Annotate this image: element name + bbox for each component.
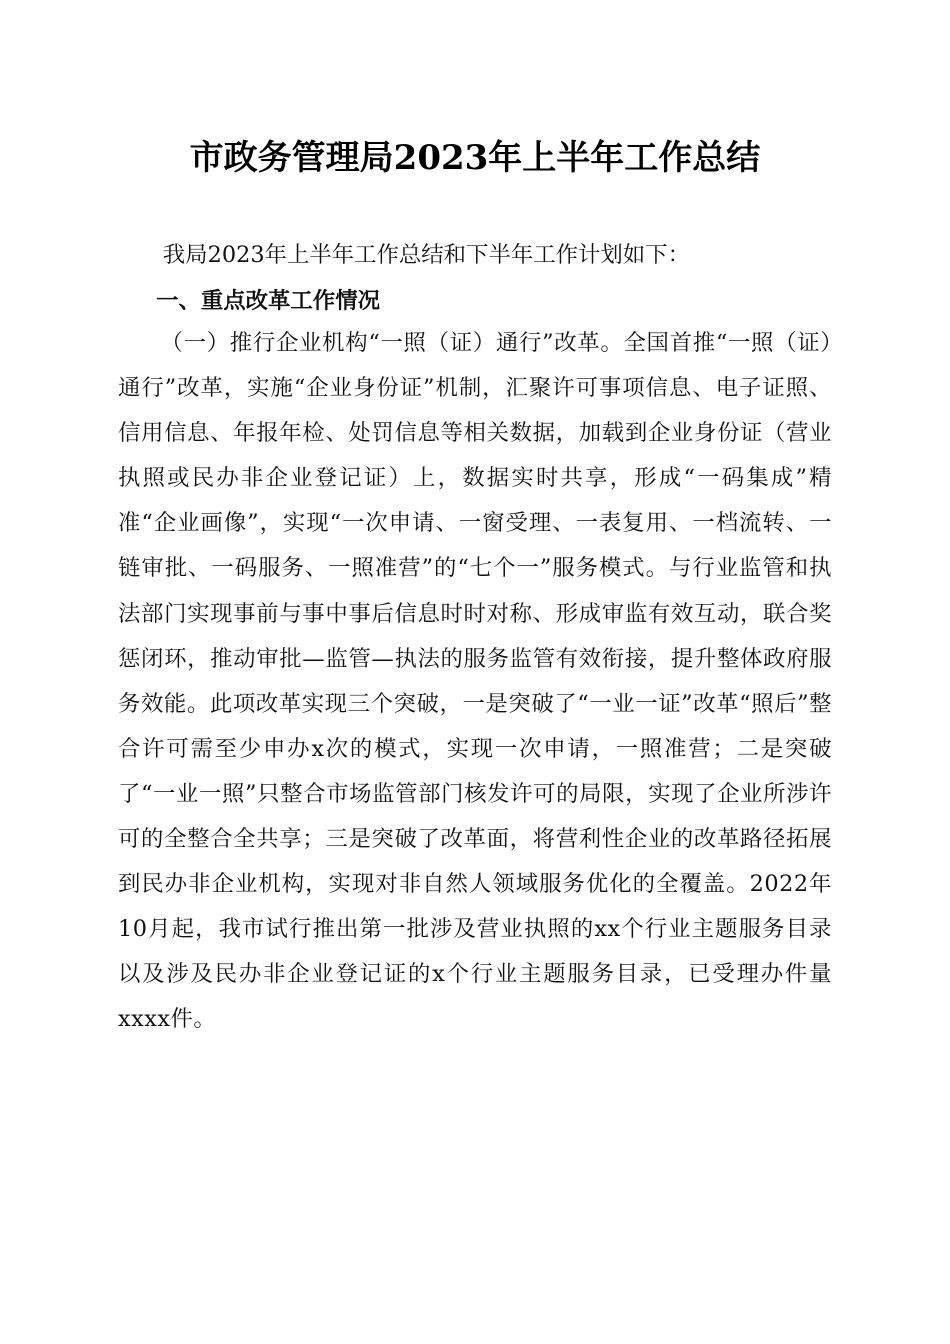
intro-paragraph: 我局2023年上半年工作总结和下半年工作计划如下： [162,242,690,268]
section-heading: 一、重点改革工作情况 [156,288,380,314]
document-title: 市政务管理局2023年上半年工作总结 [189,138,761,178]
body-paragraph: （一）推行企业机构“一照（证）通行”改革。全国首推“一照（证）通行”改革，实施“企业身份证”机制，汇聚许可事项信息、电子证照、信用信息、年报年检、处罚信息等相关数据，加载到企业身份证（营业执照或民办非企业登记证）上，数据实时共享，形成“一码集成”精准“企业画像”，实现“一次申请、一窗受理、一表复用、一档流转、一链审批、一码服务、一照准营”的“七个一”服务模式。与行业监管和执法部门实现事前与事中事后信息时时对称、形成审监有效互动，联合奖惩闭环，推动审批—监管—执法的服务监管有效衔接，提升整体政府服务效能。此项改革实现三个突破，一是突破了“一业一证”改革“照后”整合许可需至少申办x次的模式，实现一次申请，一照准营；二是突破了“一业一照”只整合市场监管部门核发许可的局限，实现了企业所涉许可的全整合全共享；三是突破了改革面，将营利性企业的改革路径拓展到民办非企业机构，实现对非自然人领域服务优化的全覆盖。2022年10月起，我市试行推出第一批涉及营业执照的xx个行业主题服务目录以及涉及民办非企业登记证的x个行业主题服务目录，已受理办件量xxxx件。 [118,330,832,1033]
